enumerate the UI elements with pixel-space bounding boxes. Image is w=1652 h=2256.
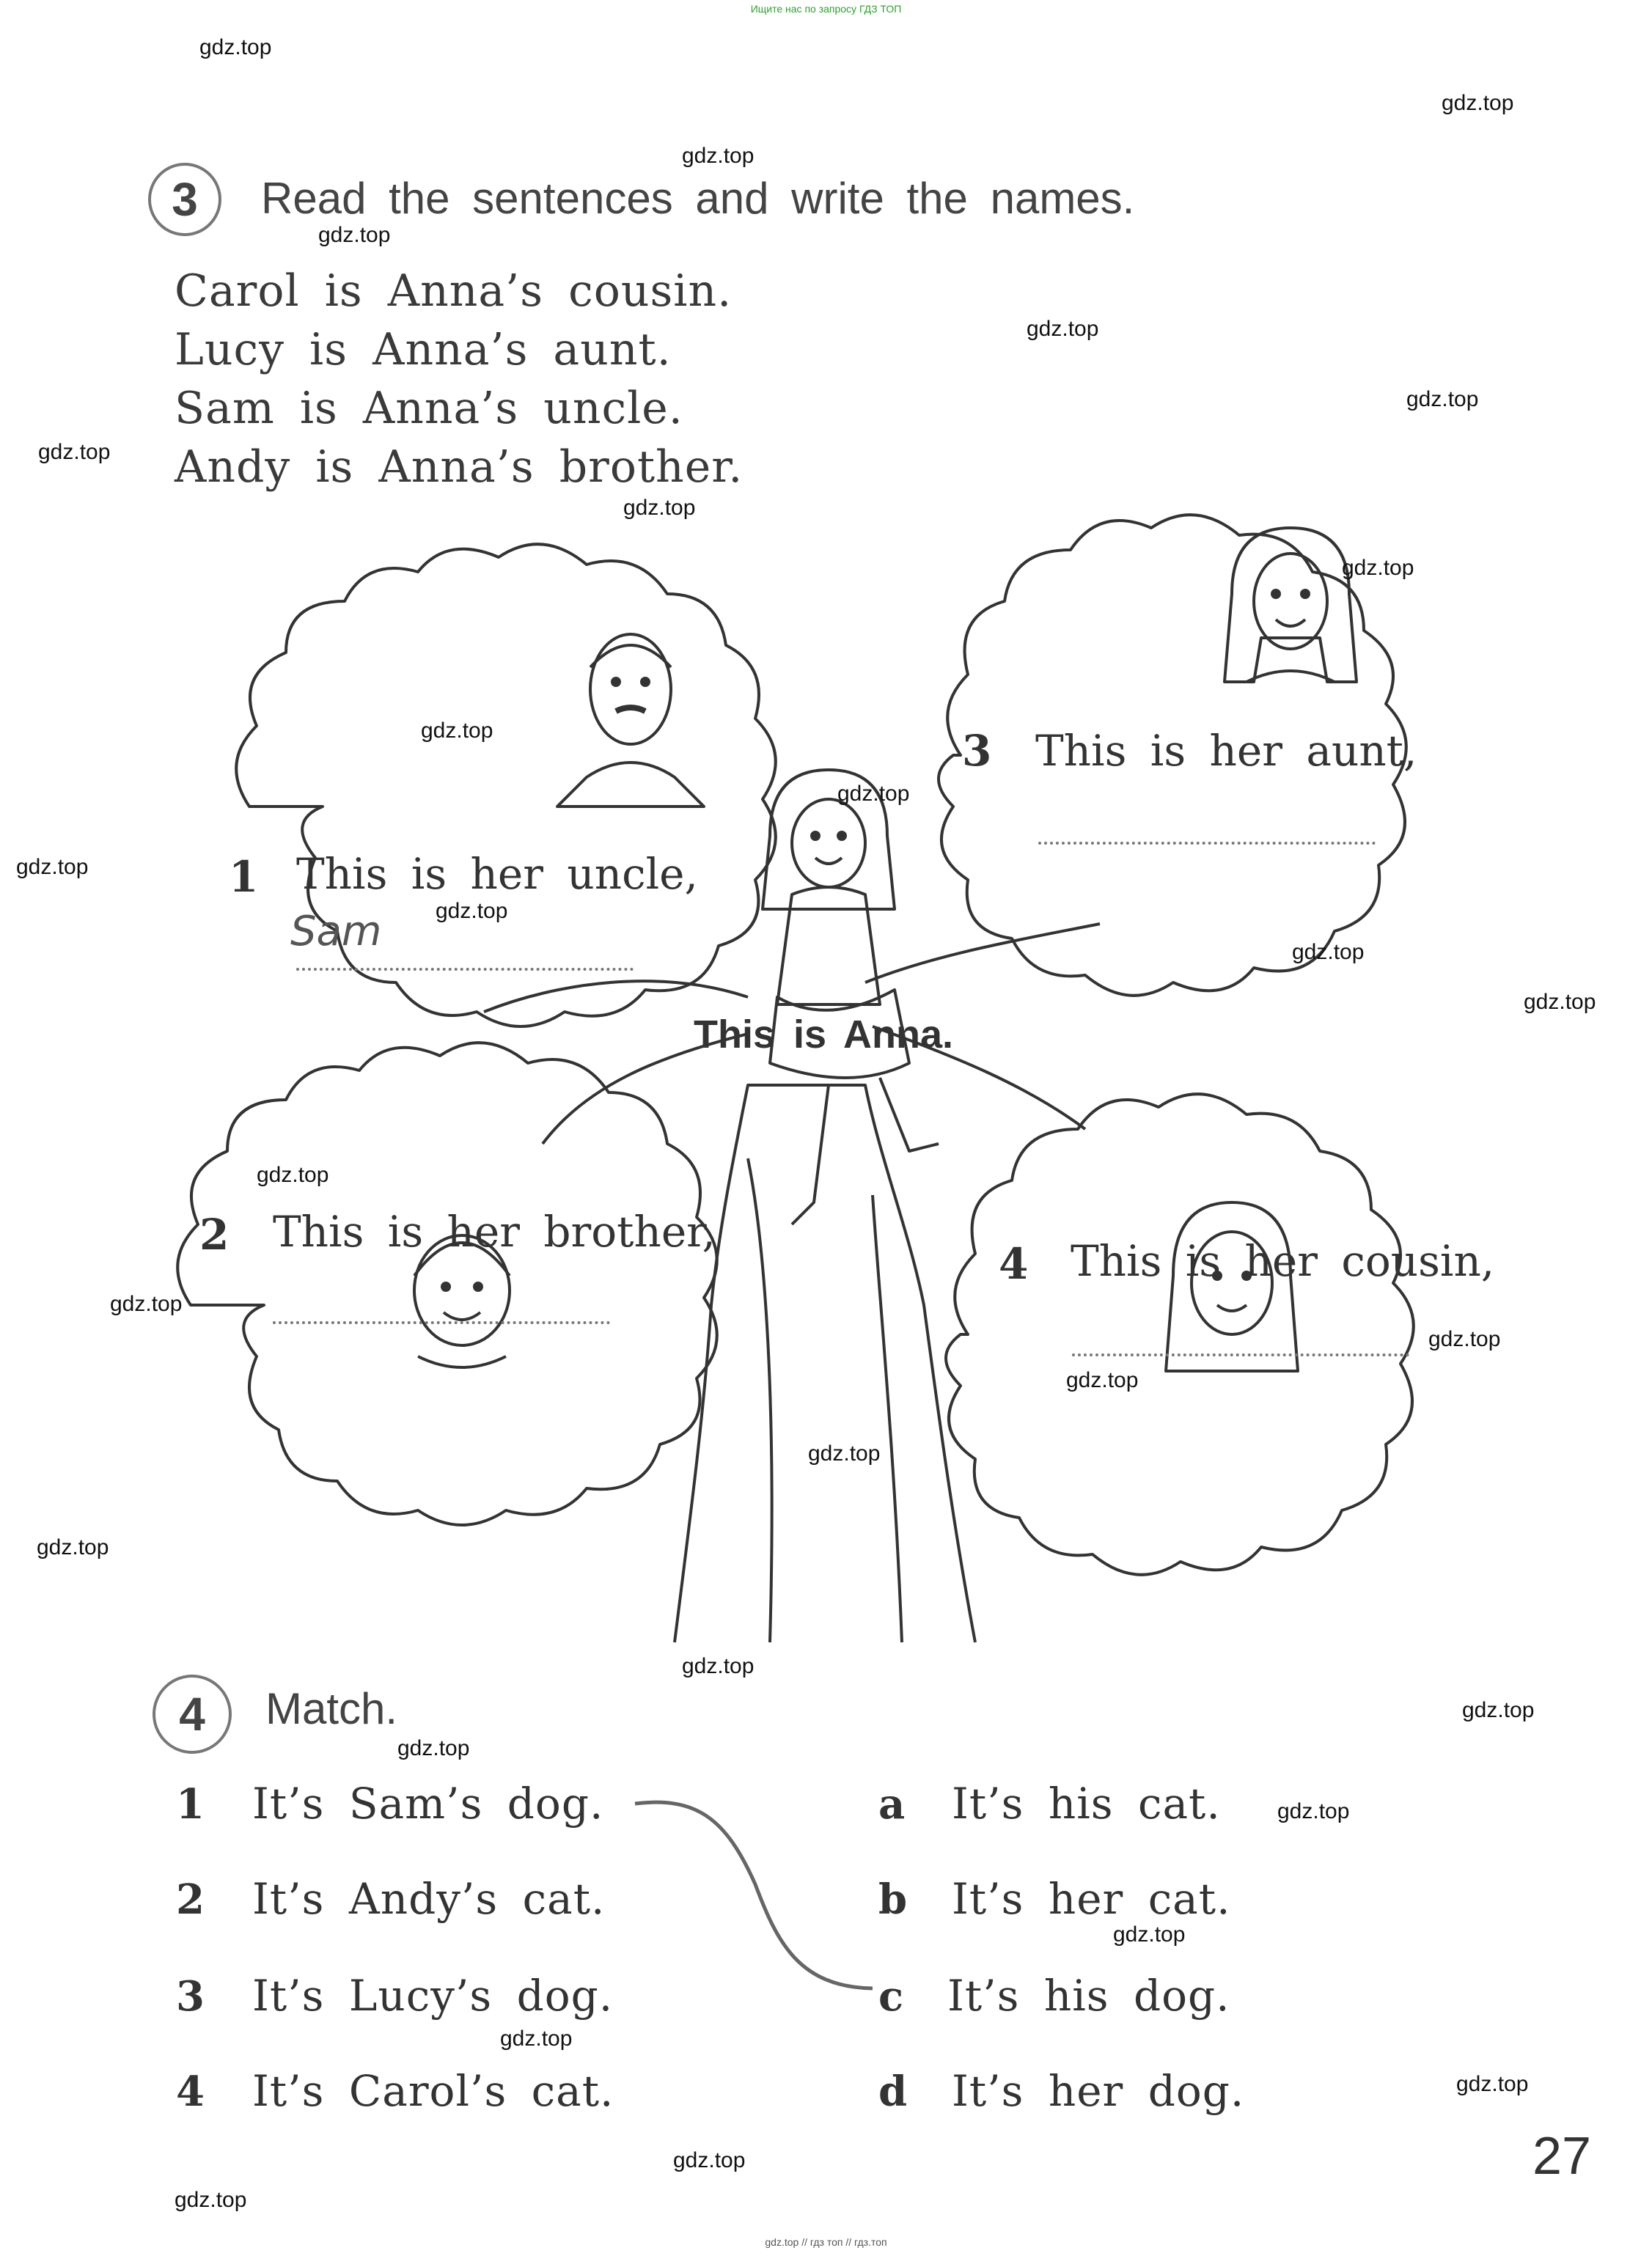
watermark: gdz.top <box>1066 1368 1139 1392</box>
item-2-text: This is her brother, <box>273 1207 716 1257</box>
watermark: gdz.top <box>1027 317 1099 341</box>
item-1-number: 1 <box>229 852 259 902</box>
match-left-num-1: 1 <box>176 1780 205 1829</box>
watermark: gdz.top <box>1292 940 1365 964</box>
anna-figure <box>763 770 939 1224</box>
match-right-letter-a: a <box>878 1780 906 1829</box>
anna-label: This is Anna. <box>694 1013 954 1057</box>
watermark: gdz.top <box>421 719 493 743</box>
watermark: gdz.top <box>500 2027 573 2051</box>
watermark: gdz.top <box>318 223 391 247</box>
match-right-text-b: It’s her cat. <box>952 1874 1231 1924</box>
match-left-text-1: It’s Sam’s dog. <box>252 1779 604 1829</box>
uncle-portrait <box>557 634 704 806</box>
watermark: gdz.top <box>1342 556 1414 580</box>
match-left-num-3: 3 <box>176 1972 205 2021</box>
page-number: 27 <box>1532 2127 1592 2186</box>
match-right-letter-c: c <box>878 1972 904 2021</box>
match-right-letter-b: b <box>878 1875 908 1924</box>
match-left-text-3: It’s Lucy’s dog. <box>252 1971 614 2021</box>
item-3-number: 3 <box>962 726 992 776</box>
match-left-text-4: It’s Carol’s cat. <box>252 2066 614 2116</box>
match-left-text-2: It’s Andy’s cat. <box>252 1874 606 1924</box>
item-4-answer-line[interactable] <box>1072 1353 1409 1356</box>
item-1-answer-line[interactable] <box>296 968 634 971</box>
sentence-3: Sam is Anna’s uncle. <box>175 383 683 434</box>
watermark: gdz.top <box>175 2188 247 2212</box>
watermark: gdz.top <box>38 440 111 464</box>
match-right-letter-d: d <box>878 2068 908 2116</box>
watermark: gdz.top <box>110 1292 183 1316</box>
aunt-portrait <box>1225 528 1357 682</box>
watermark: gdz.top <box>808 1441 881 1466</box>
exercise-3-number: 3 <box>148 163 221 236</box>
watermark: gdz.top <box>1113 1922 1186 1947</box>
watermark: gdz.top <box>1456 2072 1529 2096</box>
watermark: gdz.top <box>37 1535 109 1559</box>
watermark: gdz.top <box>673 2148 746 2172</box>
item-2-number: 2 <box>199 1210 230 1260</box>
item-2-answer-line[interactable] <box>273 1321 610 1324</box>
cousin-portrait <box>1166 1202 1298 1371</box>
match-left-num-2: 2 <box>176 1875 205 1924</box>
sentence-1: Carol is Anna’s cousin. <box>175 265 733 317</box>
match-right-text-a: It’s his cat. <box>952 1779 1221 1829</box>
item-4-text: This is her cousin, <box>1071 1236 1495 1286</box>
watermark: gdz.top <box>1277 1799 1350 1823</box>
watermark: gdz.top <box>1428 1327 1501 1351</box>
item-3-text: This is her aunt, <box>1035 726 1417 776</box>
watermark: gdz.top <box>1524 990 1596 1014</box>
watermark: gdz.top <box>623 496 696 520</box>
match-line-1-c <box>631 1789 880 2009</box>
item-1-text: This is her uncle, <box>296 849 698 899</box>
watermark: gdz.top <box>16 855 89 879</box>
watermark: gdz.top <box>257 1163 329 1187</box>
item-3-answer-line[interactable] <box>1038 842 1376 845</box>
top-banner: Ищите нас по запросу ГДЗ ТОП <box>750 3 902 15</box>
sentence-4: Andy is Anna’s brother. <box>175 441 744 493</box>
tree-crown-cousin <box>946 1094 1414 1575</box>
watermark: gdz.top <box>682 1654 755 1678</box>
match-right-text-c: It’s his dog. <box>947 1971 1230 2021</box>
exercise-3-title: Read the sentences and write the names. <box>261 174 1135 223</box>
tree-trunk <box>675 1085 975 1642</box>
item-1-answer[interactable]: Sam <box>290 908 382 955</box>
watermark: gdz.top <box>837 782 910 806</box>
watermark: gdz.top <box>1442 91 1514 115</box>
watermark: gdz.top <box>397 1736 470 1760</box>
item-4-number: 4 <box>999 1239 1029 1289</box>
watermark: gdz.top <box>199 35 272 59</box>
bottom-banner: gdz.top // гдз топ // гдз.топ <box>765 2236 887 2248</box>
sentence-2: Lucy is Anna’s aunt. <box>175 324 672 375</box>
match-right-text-d: It’s her dog. <box>952 2066 1245 2116</box>
watermark: gdz.top <box>682 144 755 168</box>
match-left-num-4: 4 <box>176 2068 205 2116</box>
exercise-4-title: Match. <box>265 1684 398 1733</box>
exercise-4-number: 4 <box>153 1675 232 1754</box>
watermark: gdz.top <box>1462 1698 1535 1722</box>
watermark: gdz.top <box>436 899 508 923</box>
watermark: gdz.top <box>1406 387 1479 411</box>
